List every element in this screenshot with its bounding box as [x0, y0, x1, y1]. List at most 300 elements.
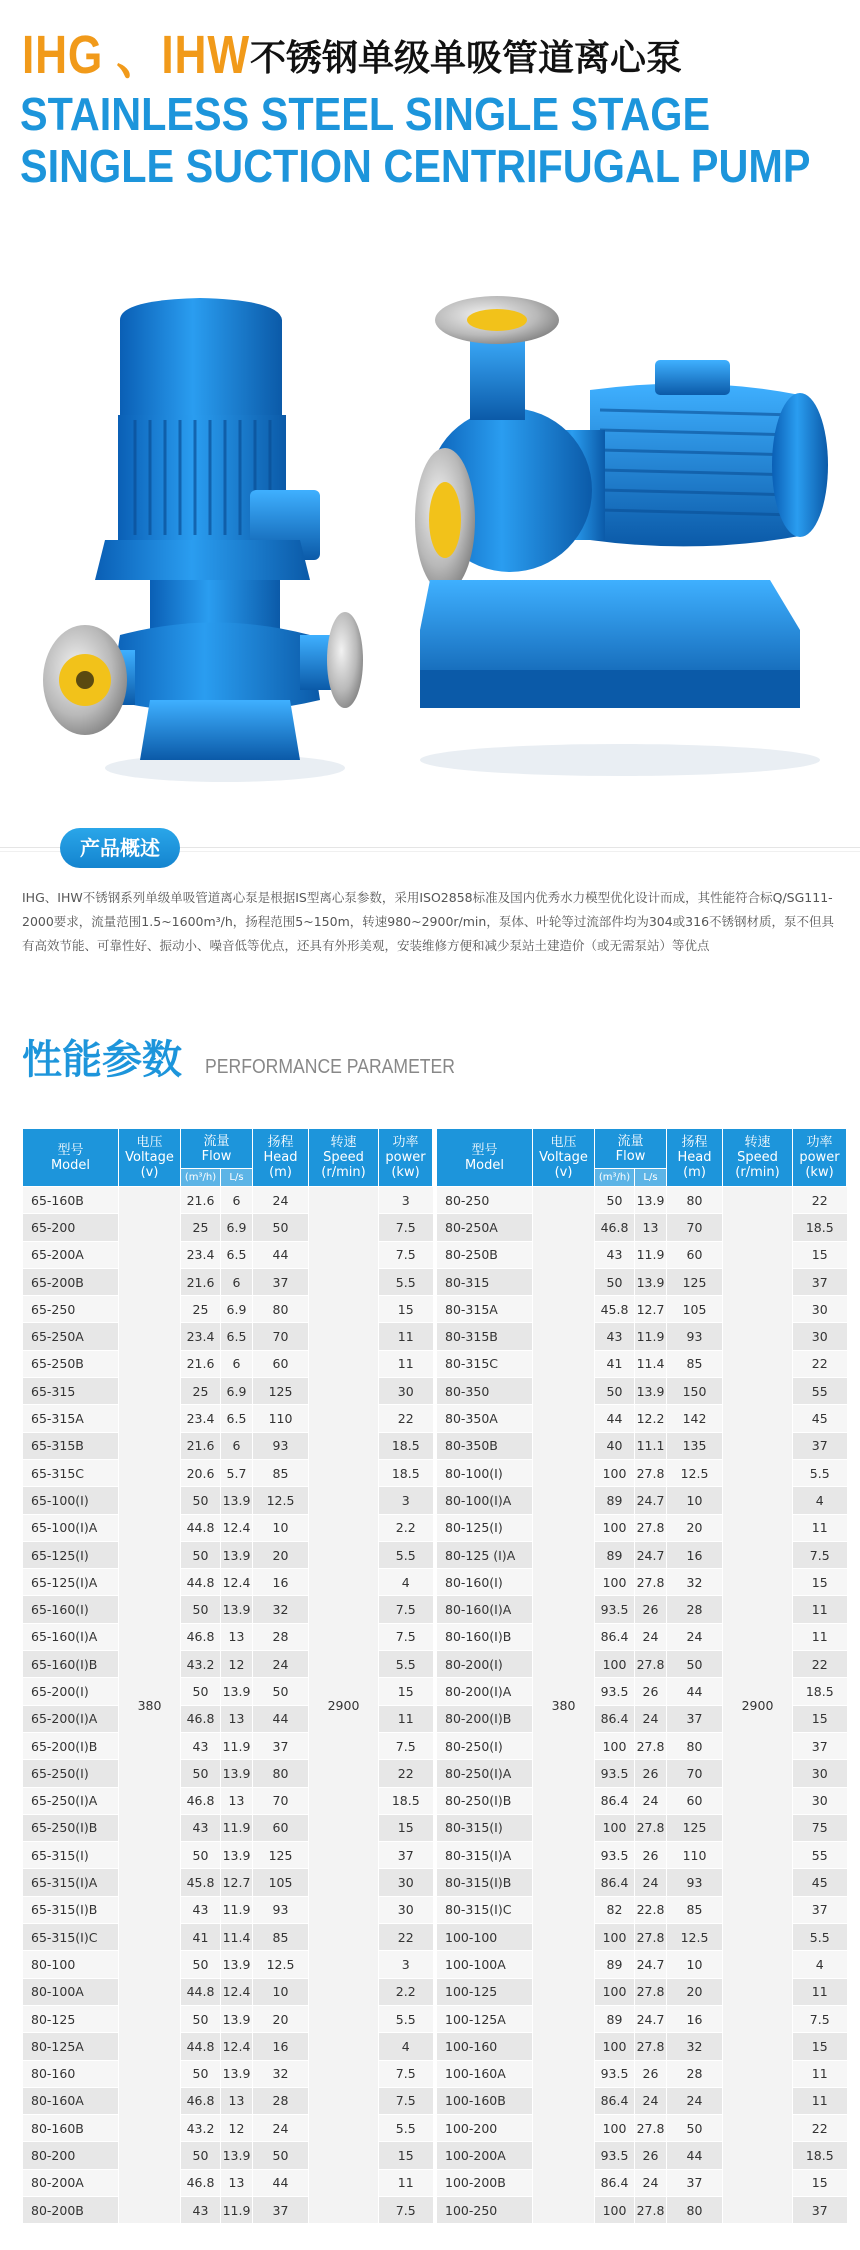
cell-flow-m3h: 86.4	[595, 1787, 635, 1814]
cell-power: 11	[793, 1514, 847, 1541]
cell-voltage: 380	[119, 1187, 181, 2224]
cell-model: 80-160	[23, 2060, 119, 2087]
cell-flow-m3h: 86.4	[595, 2169, 635, 2196]
col-flow	[595, 1129, 667, 1169]
cell-head: 125	[253, 1378, 309, 1405]
cell-power: 30	[793, 1787, 847, 1814]
col-head-cn: 扬程	[267, 1135, 294, 1150]
cell-head: 50	[253, 2142, 309, 2169]
cell-power: 5.5	[379, 2115, 433, 2142]
cell-model: 65-160(I)A	[23, 1623, 119, 1650]
cell-power: 18.5	[793, 1678, 847, 1705]
cell-flow-m3h: 25	[181, 1378, 221, 1405]
cell-flow-ls: 13	[221, 2169, 253, 2196]
col-speed-en: Speed	[737, 1150, 778, 1165]
cell-head: 85	[667, 1350, 723, 1377]
col-flow-unit-ls: L/s	[221, 1169, 253, 1187]
cell-flow-m3h: 50	[181, 1951, 221, 1978]
cell-head: 142	[667, 1405, 723, 1432]
cell-power: 5.5	[379, 2005, 433, 2032]
col-voltage-unit: (v)	[554, 1165, 573, 1180]
cell-head: 85	[667, 1896, 723, 1923]
cell-model: 65-100(I)	[23, 1487, 119, 1514]
cell-flow-ls: 27.8	[635, 1569, 667, 1596]
cell-head: 80	[667, 1187, 723, 1214]
cell-power: 11	[793, 1978, 847, 2005]
cell-model: 100-125A	[437, 2005, 533, 2032]
cell-power: 37	[793, 1732, 847, 1759]
col-head-cn: 扬程	[681, 1135, 708, 1150]
cell-power: 30	[379, 1378, 433, 1405]
cell-flow-ls: 24.7	[635, 2005, 667, 2032]
cell-model: 80-315(I)	[437, 1814, 533, 1841]
cell-flow-ls: 11.1	[635, 1432, 667, 1459]
cell-flow-m3h: 44	[595, 1405, 635, 1432]
cell-head: 20	[667, 1514, 723, 1541]
cell-flow-m3h: 93.5	[595, 1760, 635, 1787]
cell-flow-ls: 24.7	[635, 1487, 667, 1514]
cell-flow-m3h: 44.8	[181, 2033, 221, 2060]
cell-flow-ls: 12.7	[221, 1869, 253, 1896]
cell-flow-ls: 6	[221, 1432, 253, 1459]
cell-voltage: 380	[533, 1187, 595, 2224]
cell-model: 80-100	[23, 1951, 119, 1978]
cell-power: 4	[793, 1951, 847, 1978]
product-title-cn: 不锈钢单级单吸管道离心泵	[250, 38, 683, 79]
cell-power: 4	[379, 2033, 433, 2060]
cell-flow-m3h: 45.8	[595, 1296, 635, 1323]
cell-power: 30	[793, 1296, 847, 1323]
cell-flow-m3h: 100	[595, 2033, 635, 2060]
cell-model: 65-250A	[23, 1323, 119, 1350]
cell-head: 10	[253, 1978, 309, 2005]
cell-head: 32	[253, 2060, 309, 2087]
cell-flow-ls: 12.4	[221, 1978, 253, 2005]
cell-power: 3	[379, 1951, 433, 1978]
col-speed	[309, 1129, 379, 1187]
cell-model: 80-250(I)B	[437, 1787, 533, 1814]
cell-head: 16	[667, 1541, 723, 1568]
cell-model: 65-100(I)A	[23, 1514, 119, 1541]
cell-flow-m3h: 43	[595, 1323, 635, 1350]
cell-head: 60	[667, 1787, 723, 1814]
cell-model: 80-160(I)B	[437, 1623, 533, 1650]
cell-model: 65-315(I)C	[23, 1924, 119, 1951]
cell-head: 16	[667, 2005, 723, 2032]
cell-model: 80-315(I)C	[437, 1896, 533, 1923]
performance-table-left	[22, 1128, 433, 2224]
cell-model: 80-200	[23, 2142, 119, 2169]
cell-power: 37	[793, 1432, 847, 1459]
col-speed	[723, 1129, 793, 1187]
cell-model: 80-200(I)B	[437, 1705, 533, 1732]
table-row	[23, 1187, 433, 1214]
cell-model: 80-350B	[437, 1432, 533, 1459]
cell-model: 80-315	[437, 1268, 533, 1295]
cell-model: 65-315B	[23, 1432, 119, 1459]
cell-power: 22	[379, 1760, 433, 1787]
cell-model: 80-100(I)	[437, 1459, 533, 1486]
product-title-en-line1: STAINLESS STEEL SINGLE STAGE	[20, 88, 711, 140]
cell-head: 16	[253, 2033, 309, 2060]
cell-flow-m3h: 86.4	[595, 2087, 635, 2114]
col-model	[437, 1129, 533, 1187]
cell-flow-m3h: 86.4	[595, 1705, 635, 1732]
col-model-en: Model	[464, 1157, 505, 1173]
product-title-en	[20, 88, 848, 192]
cell-flow-m3h: 21.6	[181, 1350, 221, 1377]
cell-head: 80	[667, 1732, 723, 1759]
cell-power: 7.5	[379, 1732, 433, 1759]
cell-flow-m3h: 43.2	[181, 2115, 221, 2142]
cell-power: 7.5	[379, 2196, 433, 2223]
cell-head: 37	[253, 1268, 309, 1295]
cell-head: 10	[253, 1514, 309, 1541]
cell-flow-m3h: 46.8	[181, 2087, 221, 2114]
cell-head: 80	[253, 1296, 309, 1323]
cell-flow-m3h: 93.5	[595, 1678, 635, 1705]
cell-power: 11	[793, 2087, 847, 2114]
cell-flow-m3h: 21.6	[181, 1187, 221, 1214]
cell-model: 65-250(I)A	[23, 1787, 119, 1814]
cell-flow-m3h: 100	[595, 1924, 635, 1951]
cell-power: 30	[379, 1896, 433, 1923]
cell-flow-m3h: 25	[181, 1296, 221, 1323]
cell-head: 37	[667, 1705, 723, 1732]
cell-power: 15	[793, 1705, 847, 1732]
cell-head: 10	[667, 1951, 723, 1978]
col-flow-en: Flow	[201, 1148, 232, 1164]
cell-flow-ls: 12.4	[221, 1514, 253, 1541]
cell-head: 12.5	[253, 1487, 309, 1514]
col-model-en: Model	[50, 1157, 91, 1173]
cell-power: 7.5	[379, 2087, 433, 2114]
cell-flow-ls: 27.8	[635, 1732, 667, 1759]
cell-power: 11	[379, 1350, 433, 1377]
cell-flow-m3h: 100	[595, 1459, 635, 1486]
cell-flow-ls: 27.8	[635, 2115, 667, 2142]
cell-model: 80-315A	[437, 1296, 533, 1323]
cell-flow-ls: 26	[635, 1760, 667, 1787]
cell-flow-m3h: 50	[181, 1760, 221, 1787]
cell-flow-ls: 13.9	[221, 1842, 253, 1869]
cell-model: 80-125 (I)A	[437, 1541, 533, 1568]
col-head	[667, 1129, 723, 1187]
cell-flow-m3h: 50	[181, 2142, 221, 2169]
cell-power: 15	[793, 1569, 847, 1596]
cell-flow-ls: 13.9	[221, 1951, 253, 1978]
cell-flow-ls: 13.9	[221, 1678, 253, 1705]
col-model-cn: 型号	[57, 1142, 84, 1158]
cell-head: 70	[253, 1787, 309, 1814]
col-speed-cn: 转速	[744, 1135, 771, 1150]
cell-flow-m3h: 100	[595, 1514, 635, 1541]
cell-flow-m3h: 43	[181, 2196, 221, 2223]
cell-flow-m3h: 23.4	[181, 1323, 221, 1350]
cell-power: 11	[793, 2060, 847, 2087]
cell-flow-m3h: 44.8	[181, 1978, 221, 2005]
cell-flow-m3h: 46.8	[181, 2169, 221, 2196]
cell-flow-ls: 6.9	[221, 1378, 253, 1405]
cell-flow-ls: 24.7	[635, 1541, 667, 1568]
cell-flow-m3h: 93.5	[595, 1842, 635, 1869]
cell-flow-m3h: 89	[595, 1541, 635, 1568]
col-voltage-cn: 电压	[136, 1135, 163, 1150]
cell-flow-ls: 24	[635, 1705, 667, 1732]
cell-power: 5.5	[379, 1541, 433, 1568]
cell-flow-m3h: 50	[595, 1187, 635, 1214]
cell-flow-m3h: 50	[181, 2005, 221, 2032]
cell-model: 65-250(I)	[23, 1760, 119, 1787]
cell-head: 32	[667, 1569, 723, 1596]
cell-power: 5.5	[379, 1651, 433, 1678]
cell-flow-ls: 13.9	[221, 1596, 253, 1623]
cell-head: 125	[667, 1814, 723, 1841]
performance-title-en: PERFORMANCE PARAMETER	[205, 1056, 456, 1078]
col-speed-unit: (r/min)	[735, 1165, 780, 1180]
col-head-unit: (m)	[269, 1165, 292, 1180]
cell-model: 80-125	[23, 2005, 119, 2032]
cell-flow-m3h: 93.5	[595, 2060, 635, 2087]
cell-flow-ls: 27.8	[635, 1924, 667, 1951]
cell-flow-ls: 13	[635, 1214, 667, 1241]
col-power-en: power	[385, 1150, 426, 1165]
cell-power: 3	[379, 1487, 433, 1514]
cell-head: 37	[253, 1732, 309, 1759]
cell-flow-ls: 26	[635, 1842, 667, 1869]
cell-flow-ls: 12.7	[635, 1296, 667, 1323]
cell-model: 65-315A	[23, 1405, 119, 1432]
cell-power: 2.2	[379, 1514, 433, 1541]
cell-power: 37	[379, 1842, 433, 1869]
cell-flow-m3h: 43.2	[181, 1651, 221, 1678]
cell-power: 7.5	[379, 2060, 433, 2087]
cell-power: 55	[793, 1842, 847, 1869]
cell-model: 80-100A	[23, 1978, 119, 2005]
cell-model: 80-200(I)A	[437, 1678, 533, 1705]
cell-power: 5.5	[793, 1459, 847, 1486]
cell-flow-ls: 13.9	[635, 1187, 667, 1214]
cell-flow-m3h: 41	[595, 1350, 635, 1377]
cell-power: 2.2	[379, 1978, 433, 2005]
cell-flow-m3h: 93.5	[595, 2142, 635, 2169]
cell-power: 11	[793, 1596, 847, 1623]
cell-power: 15	[379, 1814, 433, 1841]
cell-flow-ls: 26	[635, 2142, 667, 2169]
cell-flow-ls: 12.4	[221, 2033, 253, 2060]
cell-head: 32	[253, 1596, 309, 1623]
cell-power: 18.5	[379, 1787, 433, 1814]
cell-head: 44	[253, 2169, 309, 2196]
cell-model: 80-160(I)A	[437, 1596, 533, 1623]
cell-flow-ls: 24.7	[635, 1951, 667, 1978]
cell-model: 100-125	[437, 1978, 533, 2005]
cell-flow-ls: 13	[221, 1705, 253, 1732]
col-head	[253, 1129, 309, 1187]
cell-head: 85	[253, 1459, 309, 1486]
cell-model: 65-315(I)A	[23, 1869, 119, 1896]
cell-flow-m3h: 86.4	[595, 1869, 635, 1896]
cell-power: 45	[793, 1869, 847, 1896]
cell-flow-ls: 11.4	[221, 1924, 253, 1951]
horizontal-pump-image	[415, 296, 828, 776]
cell-flow-m3h: 46.8	[595, 1214, 635, 1241]
cell-flow-ls: 6.9	[221, 1214, 253, 1241]
cell-flow-m3h: 45.8	[181, 1869, 221, 1896]
cell-model: 100-200	[437, 2115, 533, 2142]
cell-model: 65-250B	[23, 1350, 119, 1377]
cell-flow-ls: 12	[221, 2115, 253, 2142]
cell-head: 60	[667, 1241, 723, 1268]
cell-power: 7.5	[379, 1623, 433, 1650]
col-speed-cn: 转速	[330, 1135, 357, 1150]
cell-head: 12.5	[253, 1951, 309, 1978]
cell-flow-m3h: 43	[595, 1241, 635, 1268]
cell-power: 7.5	[793, 1541, 847, 1568]
cell-model: 100-200B	[437, 2169, 533, 2196]
cell-power: 11	[793, 1623, 847, 1650]
cell-flow-m3h: 82	[595, 1896, 635, 1923]
cell-model: 80-160B	[23, 2115, 119, 2142]
cell-flow-m3h: 50	[595, 1378, 635, 1405]
cell-head: 20	[253, 2005, 309, 2032]
col-flow	[181, 1129, 253, 1169]
cell-model: 65-250(I)B	[23, 1814, 119, 1841]
cell-power: 22	[793, 1651, 847, 1678]
cell-flow-m3h: 89	[595, 2005, 635, 2032]
cell-head: 20	[667, 1978, 723, 2005]
cell-flow-m3h: 20.6	[181, 1459, 221, 1486]
cell-flow-ls: 27.8	[635, 1814, 667, 1841]
vertical-pump-image	[43, 298, 363, 782]
cell-model: 80-350A	[437, 1405, 533, 1432]
cell-power: 22	[379, 1405, 433, 1432]
cell-head: 110	[667, 1842, 723, 1869]
cell-head: 24	[667, 1623, 723, 1650]
cell-flow-ls: 6.9	[221, 1296, 253, 1323]
cell-head: 37	[667, 2169, 723, 2196]
cell-speed: 2900	[723, 1187, 793, 2224]
cell-head: 150	[667, 1378, 723, 1405]
cell-head: 93	[667, 1869, 723, 1896]
cell-flow-ls: 6.5	[221, 1405, 253, 1432]
cell-power: 15	[379, 1678, 433, 1705]
cell-power: 18.5	[379, 1459, 433, 1486]
col-flow-unit-m3h: (m³/h)	[181, 1169, 221, 1187]
cell-power: 22	[379, 1924, 433, 1951]
cell-head: 37	[253, 2196, 309, 2223]
cell-flow-m3h: 23.4	[181, 1405, 221, 1432]
cell-power: 11	[379, 1705, 433, 1732]
cell-model: 80-200(I)	[437, 1651, 533, 1678]
cell-head: 80	[667, 2196, 723, 2223]
cell-flow-m3h: 100	[595, 2115, 635, 2142]
cell-head: 24	[667, 2087, 723, 2114]
col-model	[23, 1129, 119, 1187]
cell-flow-m3h: 41	[181, 1924, 221, 1951]
col-speed-en: Speed	[323, 1150, 364, 1165]
cell-flow-ls: 11.9	[221, 1896, 253, 1923]
cell-model: 65-160(I)B	[23, 1651, 119, 1678]
cell-model: 80-250(I)	[437, 1732, 533, 1759]
overview-text: IHG、IHW不锈钢系列单级单吸管道离心泵是根据IS型离心泵参数，采用ISO2858标准及国内优秀水力模型优化设计而成，其性能符合标Q/SG111-2000要求，流量范围1.5~1600m³/h，扬程范围5~150m，转速980~2900r/min，泵体、叶轮等过流部件均为304或316不锈钢材质，泵不但具有高效节能、可靠性好、振动小、噪音低等优点，还具有外形美观，安装维修方便和减少泵站土建造价（或无需泵站）等优点	[22, 890, 835, 953]
cell-flow-ls: 11.9	[221, 1814, 253, 1841]
cell-model: 65-160(I)	[23, 1596, 119, 1623]
cell-model: 65-200(I)A	[23, 1705, 119, 1732]
cell-flow-m3h: 43	[181, 1814, 221, 1841]
cell-model: 65-160B	[23, 1187, 119, 1214]
cell-flow-ls: 24	[635, 2087, 667, 2114]
cell-power: 30	[379, 1869, 433, 1896]
cell-flow-ls: 12.2	[635, 1405, 667, 1432]
cell-power: 75	[793, 1814, 847, 1841]
cell-model: 65-200(I)	[23, 1678, 119, 1705]
performance-title-cn: 性能参数	[22, 1037, 182, 1083]
cell-power: 7.5	[379, 1241, 433, 1268]
cell-flow-ls: 13	[221, 2087, 253, 2114]
cell-model: 65-200(I)B	[23, 1732, 119, 1759]
cell-power: 15	[793, 2169, 847, 2196]
cell-flow-ls: 6	[221, 1187, 253, 1214]
cell-head: 125	[253, 1842, 309, 1869]
cell-head: 105	[253, 1869, 309, 1896]
cell-model: 80-250B	[437, 1241, 533, 1268]
cell-flow-ls: 13	[221, 1787, 253, 1814]
col-flow-cn: 流量	[203, 1133, 230, 1149]
cell-flow-ls: 13	[221, 1623, 253, 1650]
col-head-unit: (m)	[683, 1165, 706, 1180]
col-power-cn: 功率	[806, 1135, 833, 1150]
cell-speed: 2900	[309, 1187, 379, 2224]
cell-model: 80-250(I)A	[437, 1760, 533, 1787]
cell-flow-m3h: 44.8	[181, 1569, 221, 1596]
cell-head: 44	[667, 1678, 723, 1705]
cell-flow-ls: 22.8	[635, 1896, 667, 1923]
cell-flow-ls: 26	[635, 1596, 667, 1623]
cell-model: 80-315(I)B	[437, 1869, 533, 1896]
cell-head: 50	[667, 1651, 723, 1678]
cell-head: 28	[667, 1596, 723, 1623]
product-title-en-line2: SINGLE SUCTION CENTRIFUGAL PUMP	[20, 140, 811, 192]
cell-head: 70	[253, 1323, 309, 1350]
cell-flow-m3h: 100	[595, 1978, 635, 2005]
cell-model: 65-125(I)	[23, 1541, 119, 1568]
cell-power: 30	[793, 1323, 847, 1350]
cell-flow-ls: 6	[221, 1268, 253, 1295]
cell-head: 60	[253, 1814, 309, 1841]
cell-flow-ls: 12.4	[221, 1569, 253, 1596]
cell-head: 32	[667, 2033, 723, 2060]
col-model-cn: 型号	[471, 1142, 498, 1158]
cell-flow-ls: 26	[635, 2060, 667, 2087]
cell-flow-ls: 27.8	[635, 1514, 667, 1541]
cell-model: 100-200A	[437, 2142, 533, 2169]
cell-model: 100-160	[437, 2033, 533, 2060]
cell-model: 65-125(I)A	[23, 1569, 119, 1596]
cell-head: 50	[253, 1678, 309, 1705]
col-voltage-cn: 电压	[550, 1135, 577, 1150]
cell-power: 15	[379, 2142, 433, 2169]
cell-model: 80-200B	[23, 2196, 119, 2223]
cell-model: 80-200A	[23, 2169, 119, 2196]
cell-flow-ls: 11.9	[221, 2196, 253, 2223]
table-body-right	[437, 1187, 847, 2224]
cell-model: 65-315(I)	[23, 1842, 119, 1869]
cell-model: 80-350	[437, 1378, 533, 1405]
cell-head: 28	[253, 1623, 309, 1650]
col-power-unit: (kw)	[805, 1165, 834, 1180]
cell-head: 70	[667, 1214, 723, 1241]
